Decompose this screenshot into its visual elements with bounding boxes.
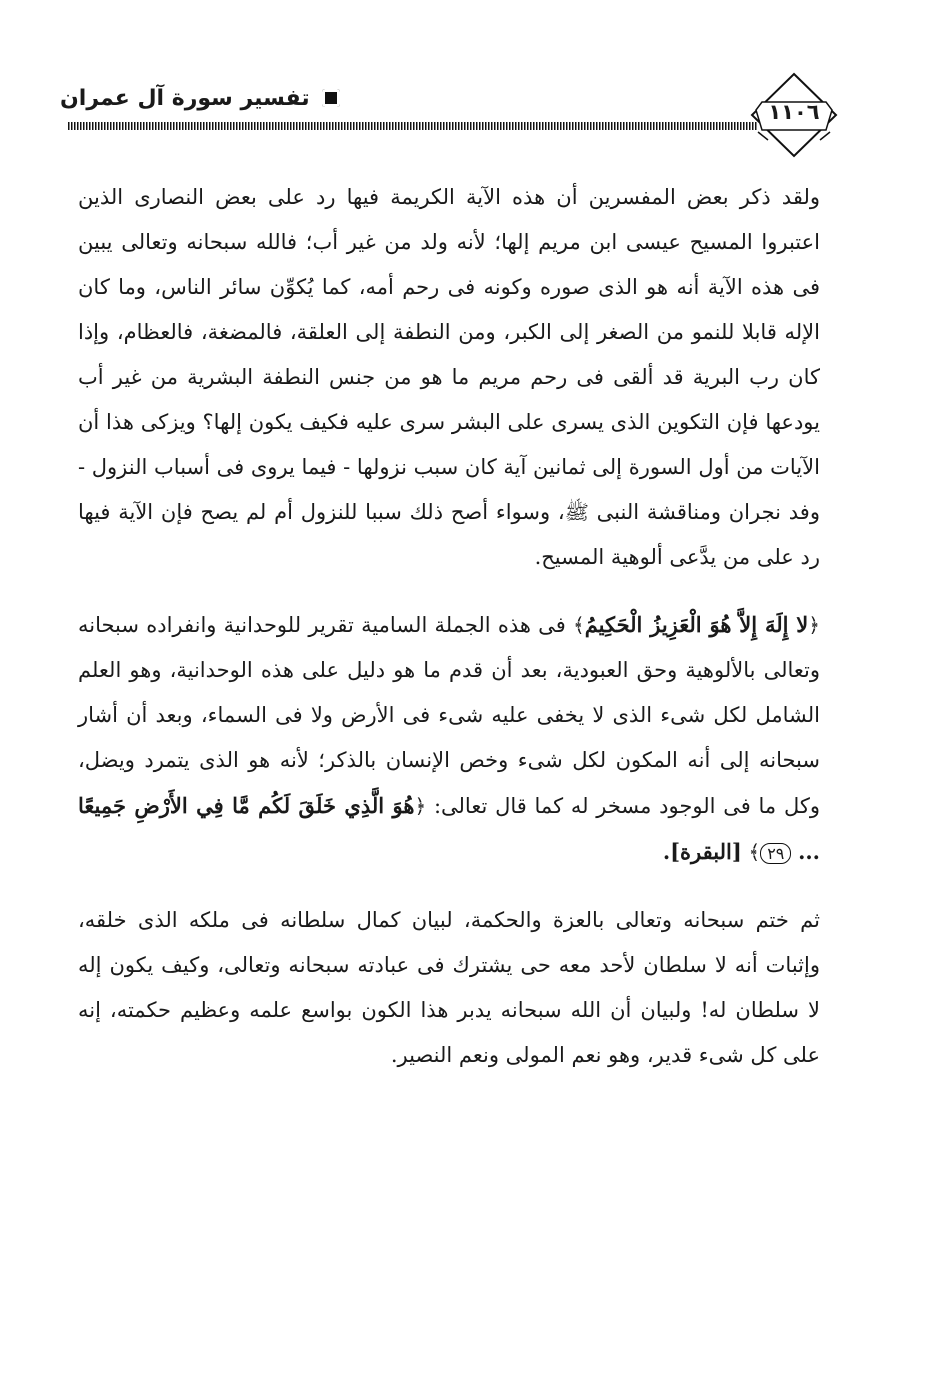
paragraph-2-text: فى هذه الجملة السامية تقرير للوحدانية وانفراده سبحانه وتعالى بالألوهية وحق العبودية، بعد أن قدم ما هو دليل على هذه الوحدانية، وهو العلم الشامل لكل شىء الذى لا يخفى عليه شىء فى الأرض ولا فى السماء، وبعد أن أشار سبحانه إلى أنه المكون لكل شىء وخص الإنسان بالذكر؛ لأنه هو الذى يتمرد ويضل، وكل ما فى الوجود مسخر له كما قال تعالى: <box>78 613 820 818</box>
paragraph-3-text: ثم ختم سبحانه وتعالى بالعزة والحكمة، لبيان كمال سلطانه فى ملكه الذى خلقه، وإثبات أنه لا سلطان لأحد معه حى يشترك فى عبادته سبحانه وتعالى، وكيف يكون إله لا سلطان له! ولبيان أن الله سبحانه يدبر هذا الكون بواسع علمه وعظيم حكمته، إنه على كل شىء قدير، وهو نعم المولى ونعم النصير. <box>78 908 820 1067</box>
header-rule <box>68 122 758 130</box>
quran-bracket-open: ﴿ <box>808 613 820 637</box>
paragraph-1 <box>78 175 820 580</box>
quran-bracket-open-2: ﴿ <box>414 794 427 818</box>
quran-bracket-close-2: ﴾ <box>748 840 761 864</box>
page-body <box>78 175 820 1078</box>
header-title: تفسير سورة آل عمران <box>60 85 310 111</box>
quran-verse-2: هُوَ الَّذِي خَلَقَ لَكُم مَّا فِي الأَرْضِ جَمِيعًا ... <box>78 793 820 864</box>
header-ornament-icon <box>322 89 340 107</box>
page-number: ١١٠٦ <box>768 100 820 124</box>
paragraph-1-end: ، وسواء أصح ذلك سببا للنزول أم لم يصح فإن الآية فيها رد على من يدَّعى ألوهية المسيح. <box>78 500 820 569</box>
paragraph-3 <box>78 898 820 1078</box>
page-number-badge <box>748 72 840 158</box>
quran-verse-1: لا إِلَهَ إِلاَّ هُوَ الْعَزِيزُ الْحَكِيمُ <box>584 612 809 637</box>
paragraph-1-text: ولقد ذكر بعض المفسرين أن هذه الآية الكريمة فيها رد على بعض النصارى الذين اعتبروا المسيح عيسى ابن مريم إلها؛ لأنه ولد من غير أب؛ فالله سبحانه وتعالى يبين فى هذه الآية أنه هو الذى صوره وكونه فى رحم أمه، كما يُكوِّن سائر الناس، وما كان الإله قابلا للنمو من الصغر إلى الكبر، ومن النطفة إلى العلقة، فالمضغة، فالعظام، وإذا كان رب البرية قد ألقى فى رحم مريم ما هو من جنس النطفة البشرية من غير أب يودعها فإن التكوين الذى يسرى على البشر سرى عليه فكيف يكون إلها؟ ويزكى هذا أن الآيات من أول السورة إلى ثمانين آية كان سبب نزولها - فيما يروى فى أسباب النزول - وفد نجران ومناقشة النبى <box>78 185 820 524</box>
surah-reference: [البقرة]. <box>662 839 742 864</box>
paragraph-2 <box>78 602 820 876</box>
quran-bracket-close: ﴾ <box>572 613 585 637</box>
salla-symbol: ﷺ <box>564 500 589 524</box>
running-header <box>60 78 390 118</box>
ayah-number: ٢٩ <box>760 843 791 864</box>
